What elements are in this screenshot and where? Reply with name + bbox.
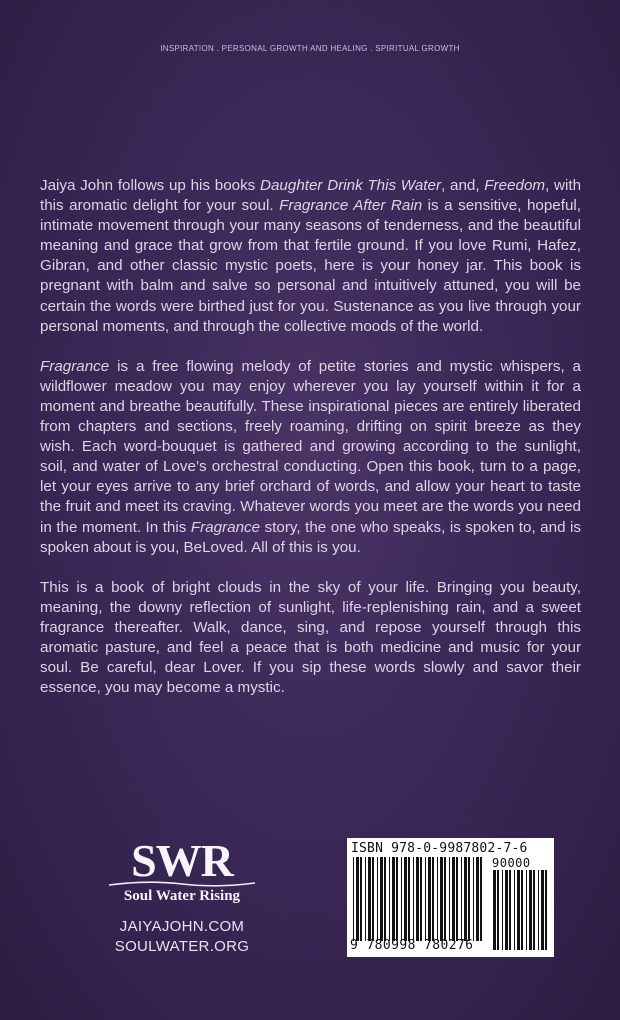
barcode-bar <box>533 870 535 950</box>
barcode-bar <box>529 870 532 950</box>
barcode-bar <box>365 857 366 941</box>
logo-letter-r: R <box>200 835 233 886</box>
addon-digits: 90000 <box>492 856 531 870</box>
barcode-bar <box>514 870 515 950</box>
barcode-bar <box>517 870 520 950</box>
logo-letter-w: W <box>155 835 201 886</box>
isbn-label: ISBN 978-0-9987802-7-6 <box>351 841 528 856</box>
barcode-bar <box>440 857 443 941</box>
barcode-bar <box>473 857 474 941</box>
barcode-bars-main <box>353 857 485 941</box>
barcode-bar <box>380 857 383 941</box>
blurb-paragraph-1 <box>40 176 581 337</box>
barcode-bars-addon <box>493 870 549 950</box>
website-soulwater[interactable]: SOULWATER.ORG <box>114 938 250 955</box>
barcode-bar <box>521 870 523 950</box>
barcode-bar <box>545 870 547 950</box>
barcode-bar <box>425 857 426 941</box>
book-title-fragrance: Fragrance After Rain <box>279 197 423 215</box>
barcode-bar <box>509 870 511 950</box>
publisher-name: Soul Water Rising <box>123 888 241 904</box>
publisher-block <box>92 835 272 957</box>
barcode-bar <box>389 857 390 941</box>
ean-digits: 9 780998 780276 <box>350 938 474 953</box>
barcode-bar <box>428 857 431 941</box>
website-jaiyajohn[interactable]: JAIYAJOHN.COM <box>119 918 245 935</box>
barcode-bar <box>437 857 438 941</box>
text-run: is a free flowing melody of petite stories and mystic whispers, a wildflower meadow you may enjoy wherever you lay yourself within it for a moment and breathe beautifully. These inspirational pieces are entirely liberated from chapters and sections, freely roaming, drifting on spirit breeze as they wish. Each word-bouquet is gathered and growing according to the sunlight, soil, and water of Love’s orchestral conducting. Open this book, turn to a page, let your eyes arrive to any brief orchard of words, and allow your heart to taste the fruit and meet its craving. Whatever words you meet are the words you need in the moment. In this <box>40 357 581 536</box>
barcode-bar <box>408 857 410 941</box>
blurb-paragraph-3: This is a book of bright clouds in the sky of your life. Bringing you beauty, meaning, the downy reflection of sunlight, life-replenishing rain, and a sweet fragrance thereafter. Walk, dance, sing, and repose yourself through this aromatic pasture, and feel a peace that is both medicine and music for your soul. Be careful, dear Lover. If you sip these words slowly and savor their essence, you may become a mystic. <box>40 578 581 697</box>
isbn-barcode <box>347 838 554 957</box>
book-title-freedom: Freedom <box>484 177 546 194</box>
barcode-bar <box>353 857 354 941</box>
barcode-bar <box>377 857 378 941</box>
barcode-bar <box>360 857 362 941</box>
back-cover-blurb <box>40 176 581 718</box>
publisher-logo <box>92 835 272 886</box>
barcode-bar <box>480 857 482 941</box>
barcode-bar <box>476 857 479 941</box>
barcode-bar <box>416 857 419 941</box>
barcode-bar <box>468 857 470 941</box>
barcode-bar <box>356 857 359 941</box>
barcode-bar <box>384 857 386 941</box>
barcode-bar <box>392 857 395 941</box>
barcode-bar <box>372 857 374 941</box>
barcode-bar <box>413 857 414 941</box>
category-line: INSPIRATION . PERSONAL GROWTH AND HEALING . SPIRITUAL GROWTH <box>160 44 460 53</box>
barcode-bar <box>449 857 450 941</box>
text-run: is a sensitive, hopeful, intimate movement through your many seasons of tenderness, and the beautiful meaning and grace that grow from that fertile ground. If you love Rumi, Hafez, Gibran, and other classic mystic poets, here is your honey jar. This book is pregnant with balm and salve so personal and intuitively attuned, you will be certain the words were birthed just for you. Sustenance as you live through your personal moments, and through the collective moods of the world. <box>40 197 582 335</box>
text-run: story, the one who speaks, is spoken to, and is spoken about is you, BeLoved. All of this is you. <box>40 518 581 556</box>
barcode-bar <box>526 870 527 950</box>
barcode-bar <box>538 870 539 950</box>
barcode-bar <box>456 857 458 941</box>
barcode-bar <box>420 857 422 941</box>
blurb-paragraph-2 <box>40 357 581 558</box>
text-run: , with this aromatic delight for your soul. <box>40 177 582 215</box>
barcode-bar <box>396 857 398 941</box>
barcode-bar <box>541 870 544 950</box>
barcode-bar <box>368 857 371 941</box>
book-title-daughter: Daughter Drink This Water <box>260 177 442 194</box>
text-run: , and, <box>441 177 485 194</box>
book-title-short: Fragrance <box>190 518 261 536</box>
barcode-bar <box>461 857 462 941</box>
text-run: Jaiya John follows up his books <box>40 177 261 194</box>
barcode-bar <box>464 857 467 941</box>
website-list <box>92 917 272 957</box>
book-title-short: Fragrance <box>40 357 110 375</box>
barcode-bar <box>401 857 402 941</box>
logo-letter-s: S <box>131 835 156 886</box>
barcode-bar <box>497 870 499 950</box>
barcode-bar <box>404 857 407 941</box>
barcode-bar <box>502 870 503 950</box>
barcode-bar <box>452 857 455 941</box>
barcode-bar <box>493 870 496 950</box>
barcode-bar <box>432 857 434 941</box>
barcode-bar <box>444 857 446 941</box>
barcode-bar <box>505 870 508 950</box>
